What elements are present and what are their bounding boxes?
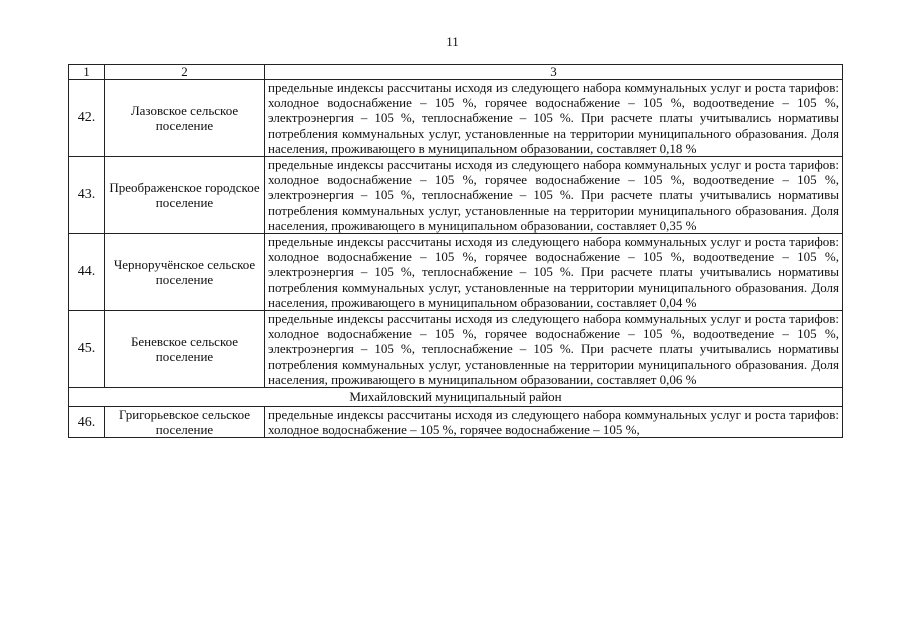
- tariff-table: [68, 64, 843, 438]
- table-row: [69, 234, 843, 311]
- table-row: [69, 80, 843, 157]
- row-number: 42.: [69, 80, 105, 157]
- section-title: Михайловский муниципальный район: [69, 388, 843, 407]
- municipality-name: Преображенское городское поселение: [105, 157, 265, 234]
- row-description: предельные индексы рассчитаны исходя из следующего набора коммунальных услуг и роста тарифов: холодное водоснабжение – 105 %, горячее водоснабжение – 105 %, водоотведение – 105 %, электроэнергия – 105 %, теплоснабжение – 105 %. При расчете платы учитывались нормативы потребления коммунальных услуг, установленные на территории муниципального образования. Доля населения, проживающего в муниципальном образовании, составляет 0,06 %: [265, 311, 843, 388]
- municipality-name: Беневское сельское поселение: [105, 311, 265, 388]
- page-number: 11: [446, 34, 459, 49]
- municipality-name: Черноручёнское сельское поселение: [105, 234, 265, 311]
- table-row: [69, 311, 843, 388]
- municipality-name: Лазовское сельское поселение: [105, 80, 265, 157]
- column-header-2: 2: [105, 65, 265, 80]
- municipality-name: Григорьевское сельское поселение: [105, 407, 265, 438]
- section-row: [69, 388, 843, 407]
- row-description: предельные индексы рассчитаны исходя из следующего набора коммунальных услуг и роста тарифов: холодное водоснабжение – 105 %, горячее водоснабжение – 105 %, водоотведение – 105 %, электроэнергия – 105 %, теплоснабжение – 105 %. При расчете платы учитывались нормативы потребления коммунальных услуг, установленные на территории муниципального образования. Доля населения, проживающего в муниципальном образовании, составляет 0,04 %: [265, 234, 843, 311]
- row-number: 46.: [69, 407, 105, 438]
- row-description: предельные индексы рассчитаны исходя из следующего набора коммунальных услуг и роста тарифов: холодное водоснабжение – 105 %, горячее водоснабжение – 105 %,: [265, 407, 843, 438]
- row-number: 43.: [69, 157, 105, 234]
- column-header-1: 1: [69, 65, 105, 80]
- row-description: предельные индексы рассчитаны исходя из следующего набора коммунальных услуг и роста тарифов: холодное водоснабжение – 105 %, горячее водоснабжение – 105 %, водоотведение – 105 %, электроэнергия – 105 %, теплоснабжение – 105 %. При расчете платы учитывались нормативы потребления коммунальных услуг, установленные на территории муниципального образования. Доля населения, проживающего в муниципальном образовании, составляет 0,18 %: [265, 80, 843, 157]
- table-row: [69, 407, 843, 438]
- row-number: 44.: [69, 234, 105, 311]
- row-number: 45.: [69, 311, 105, 388]
- row-description: предельные индексы рассчитаны исходя из следующего набора коммунальных услуг и роста тарифов: холодное водоснабжение – 105 %, горячее водоснабжение – 105 %, водоотведение – 105 %, электроэнергия – 105 %, теплоснабжение – 105 %. При расчете платы учитывались нормативы потребления коммунальных услуг, установленные на территории муниципального образования. Доля населения, проживающего в муниципальном образовании, составляет 0,35 %: [265, 157, 843, 234]
- table-row: [69, 157, 843, 234]
- column-header-3: 3: [265, 65, 843, 80]
- table-header-row: [69, 65, 843, 80]
